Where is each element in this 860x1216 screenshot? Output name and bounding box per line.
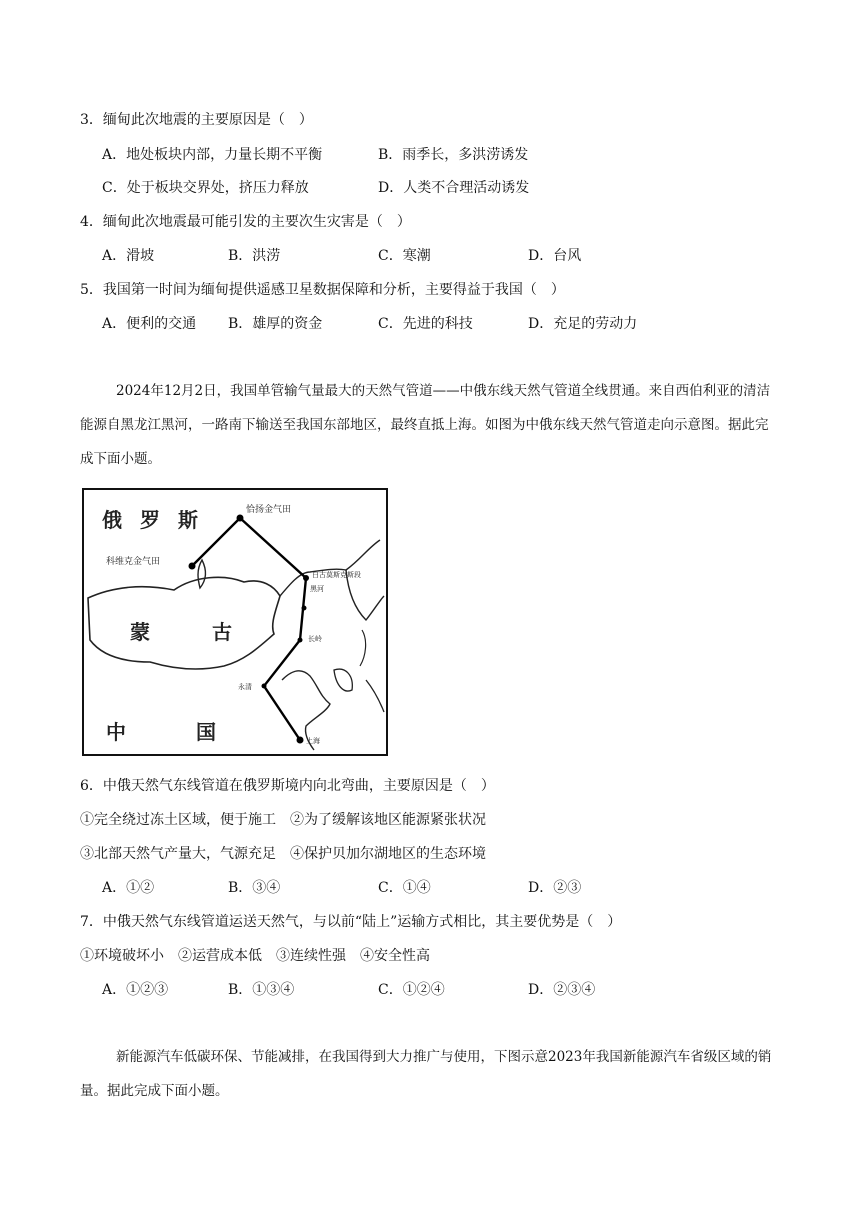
question-6-statements-1: ①完全绕过冻土区域，便于施工 ②为了缓解该地区能源紧张状况 — [80, 812, 486, 828]
question-3-stem: 3．缅甸此次地震的主要原因是（ ） — [80, 112, 313, 128]
question-4-option-d[interactable]: D．台风 — [528, 248, 582, 264]
question-7-option-c[interactable]: C．①②④ — [378, 982, 445, 998]
question-3-option-d[interactable]: D．人类不合理活动诱发 — [378, 180, 530, 196]
shanghai-node — [297, 737, 304, 744]
label-city-mid: 长岭 — [308, 635, 322, 643]
field-west-node — [189, 563, 196, 570]
label-china-1: 中 — [106, 720, 126, 744]
question-6-option-d[interactable]: D．②③ — [528, 880, 582, 896]
label-city-south: 永清 — [238, 683, 252, 691]
label-field-west: 科维克金气田 — [106, 557, 161, 567]
question-7-option-b[interactable]: B．①③④ — [228, 982, 295, 998]
question-3-option-c[interactable]: C．处于板块交界处，挤压力释放 — [102, 180, 309, 196]
label-mongolia-1: 蒙 — [130, 620, 150, 644]
question-4-option-a[interactable]: A．滑坡 — [102, 248, 155, 264]
question-6-option-c[interactable]: C．①④ — [378, 880, 431, 896]
label-heihe-segment: 白古莫斯克斯段 — [312, 571, 361, 579]
label-heihe: 黑河 — [310, 585, 324, 593]
question-5-option-d[interactable]: D．充足的劳动力 — [528, 316, 638, 332]
question-3-option-a[interactable]: A．地处板块内部，力量长期不平衡 — [102, 147, 323, 163]
question-3-option-b[interactable]: B．雨季长，多洪涝诱发 — [378, 147, 529, 163]
pipeline-route — [192, 518, 306, 740]
label-field-east: 恰扬金气田 — [246, 505, 292, 515]
question-6-stem: 6．中俄天然气东线管道在俄罗斯境内向北弯曲，主要原因是（ ） — [80, 778, 495, 794]
question-6-option-b[interactable]: B．③④ — [228, 880, 281, 896]
pipeline-map — [82, 488, 388, 756]
label-china-2: 国 — [196, 720, 216, 744]
question-4-stem: 4．缅甸此次地震最可能引发的主要次生灾害是（ ） — [80, 214, 411, 230]
field-east-node — [237, 515, 244, 522]
passage-pipeline: 2024年12月2日，我国单管输气量最大的天然气管道——中俄东线天然气管道全线贯通。来自西伯利亚的清洁能源自黑龙江黑河，一路南下输送至我国东部地区，最终直抵上海。如图为中俄东线天然气管道走向示意图。据此完成下面小题。 — [80, 383, 771, 467]
question-6-option-a[interactable]: A．①② — [102, 880, 155, 896]
question-7-stem: 7．中俄天然气东线管道运送天然气，与以前“陆上”运输方式相比，其主要优势是（ ） — [80, 914, 622, 930]
baikal-lake — [198, 560, 206, 588]
question-7-option-d[interactable]: D．②③④ — [528, 982, 596, 998]
label-mongolia-2: 古 — [212, 620, 232, 644]
passage-new-energy-vehicles: 新能源汽车低碳环保、节能减排，在我国得到大力推广与使用，下图示意2023年我国新能源汽车省级区域的销量。据此完成下面小题。 — [80, 1049, 772, 1099]
question-5-option-c[interactable]: C．先进的科技 — [378, 316, 473, 332]
question-7-option-a[interactable]: A．①②③ — [102, 982, 169, 998]
question-4-option-b[interactable]: B．洪涝 — [228, 248, 281, 264]
question-5-option-b[interactable]: B．雄厚的资金 — [228, 316, 323, 332]
mongolia-border — [88, 577, 280, 669]
label-russia: 俄罗斯 — [102, 508, 216, 532]
label-shanghai: 上海 — [306, 737, 320, 745]
question-6-statements-2: ③北部天然气产量大，气源充足 ④保护贝加尔湖地区的生态环境 — [80, 846, 486, 862]
heihe-node — [303, 575, 309, 581]
question-4-option-c[interactable]: C．寒潮 — [378, 248, 431, 264]
question-7-statements: ①环境破坏小 ②运营成本低 ③连续性强 ④安全性高 — [80, 948, 430, 964]
question-5-stem: 5．我国第一时间为缅甸提供遥感卫星数据保障和分析，主要得益于我国（ ） — [80, 282, 565, 298]
question-5-option-a[interactable]: A．便利的交通 — [102, 316, 197, 332]
